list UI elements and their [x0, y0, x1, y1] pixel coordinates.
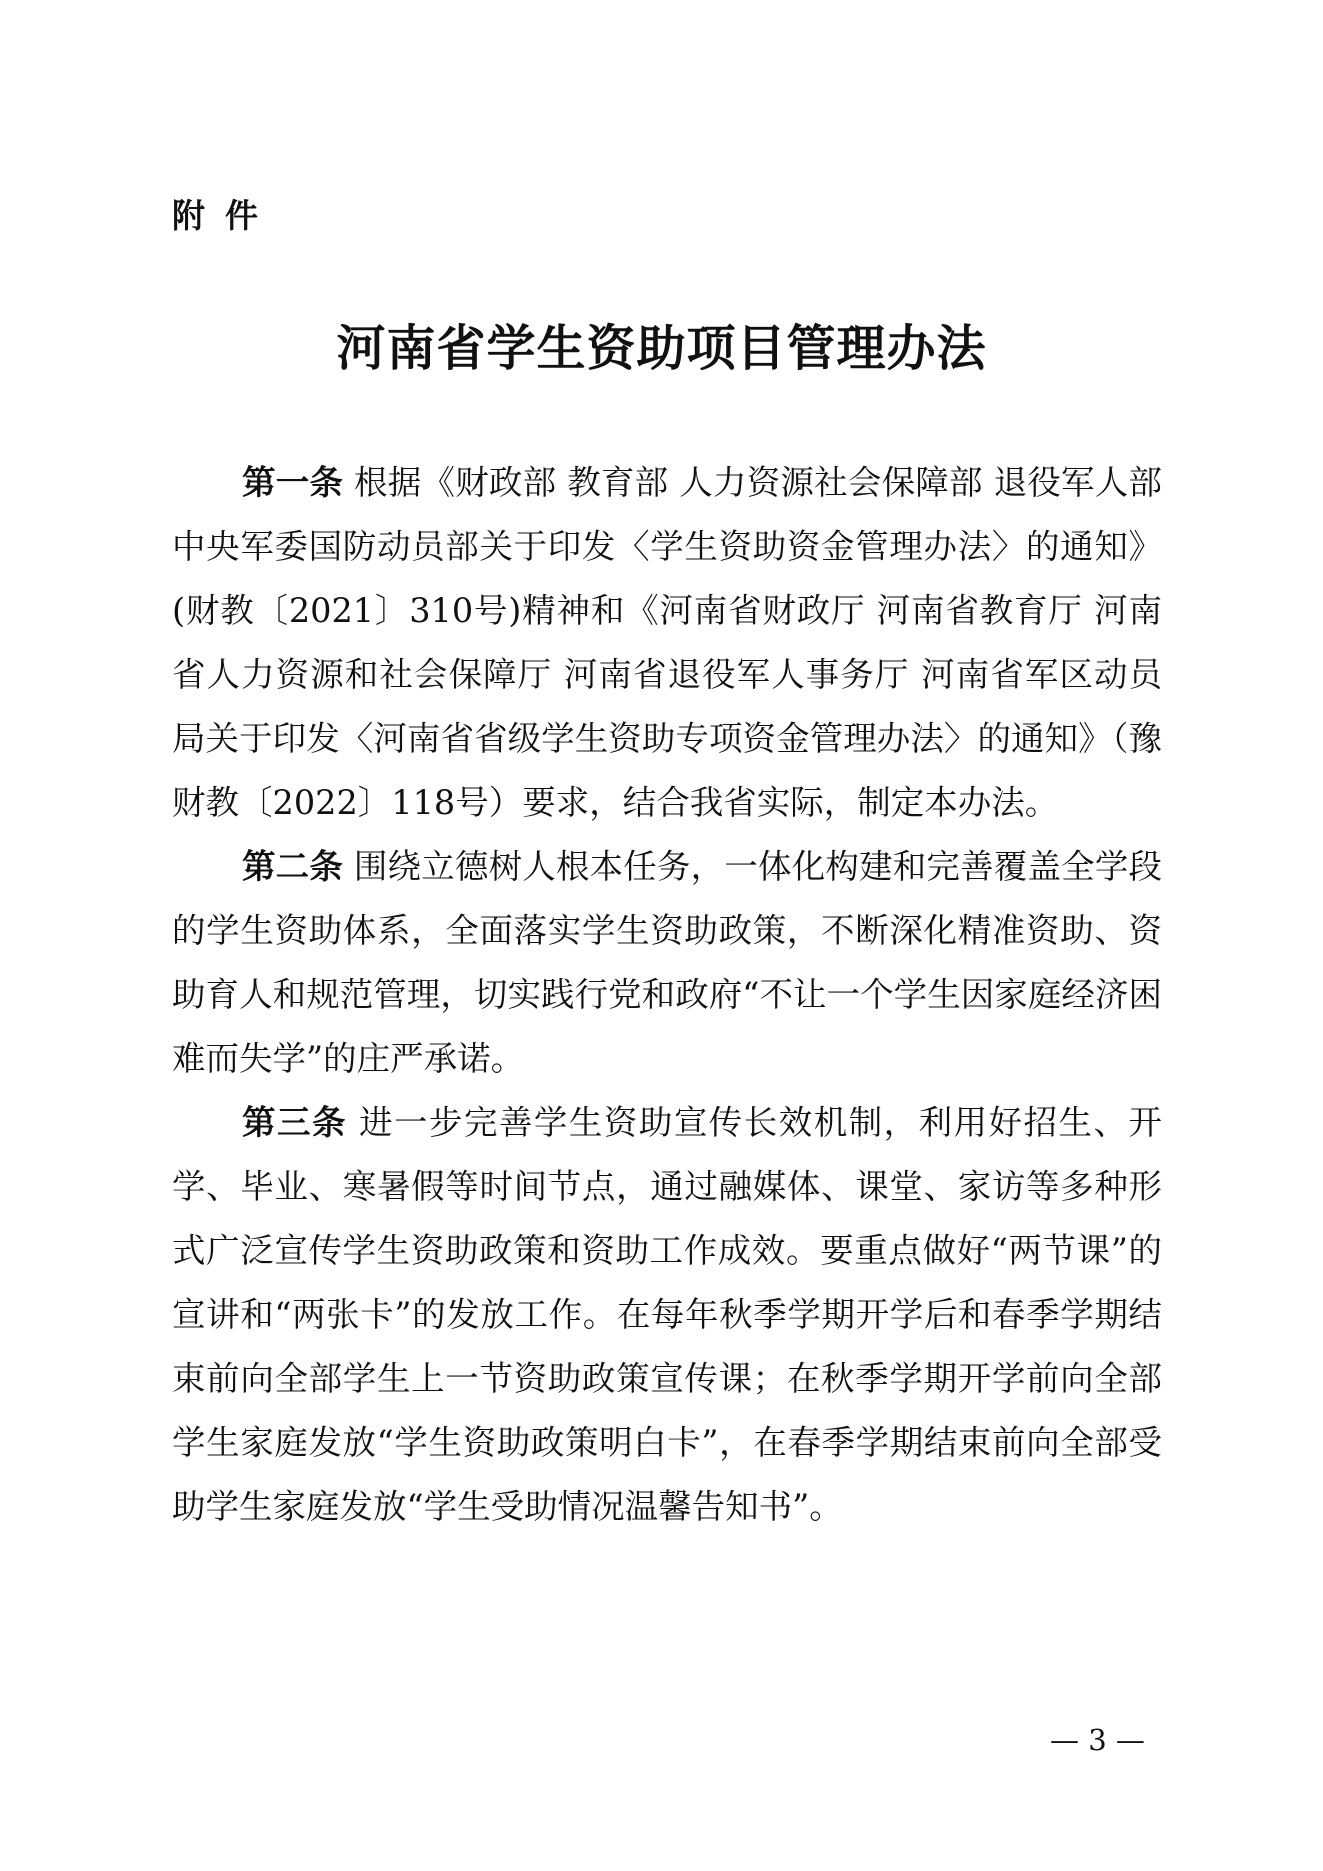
- article-1-text: 根据《财政部 教育部 人力资源社会保障部 退役军人部 中央军委国防动员部关于印发〈学生资助资金管理办法〉的通知》(财教〔2021〕310号)精神和《河南省财政厅 河南省教育厅 河南省人力资源和社会保障厅 河南省退役军人事务厅 河南省军区动员局关于印发〈河南省省级学生资助专项资金管理办法〉的通知》（豫财教〔2022〕118号）要求，结合我省实际，制定本办法。: [172, 463, 1163, 822]
- article-3: [172, 1091, 1162, 1539]
- article-3-text: 进一步完善学生资助宣传长效机制，利用好招生、开学、毕业、寒暑假等时间节点，通过融媒体、课堂、家访等多种形式广泛宣传学生资助政策和资助工作成效。要重点做好“两节课”的宣讲和“两张卡”的发放工作。在每年秋季学期开学后和春季学期结束前向全部学生上一节资助政策宣传课；在秋季学期开学前向全部学生家庭发放“学生资助政策明白卡”，在春季学期结束前向全部受助学生家庭发放“学生受助情况温馨告知书”。: [172, 1103, 1163, 1526]
- article-2: [172, 835, 1162, 1091]
- page-number: — 3 —: [1050, 1723, 1145, 1757]
- attachment-label: 附件: [172, 196, 278, 235]
- document-body: [172, 451, 1162, 1539]
- article-2-text: 围绕立德树人根本任务，一体化构建和完善覆盖全学段的学生资助体系，全面落实学生资助政策，不断深化精准资助、资助育人和规范管理，切实践行党和政府“不让一个学生因家庭经济困难而失学”的庄严承诺。: [172, 847, 1163, 1078]
- article-1-heading: 第一条: [242, 463, 344, 502]
- document-title: 河南省学生资助项目管理办法: [336, 319, 987, 377]
- article-1: [172, 451, 1162, 835]
- article-2-heading: 第二条: [242, 847, 344, 886]
- article-3-heading: 第三条: [242, 1103, 347, 1142]
